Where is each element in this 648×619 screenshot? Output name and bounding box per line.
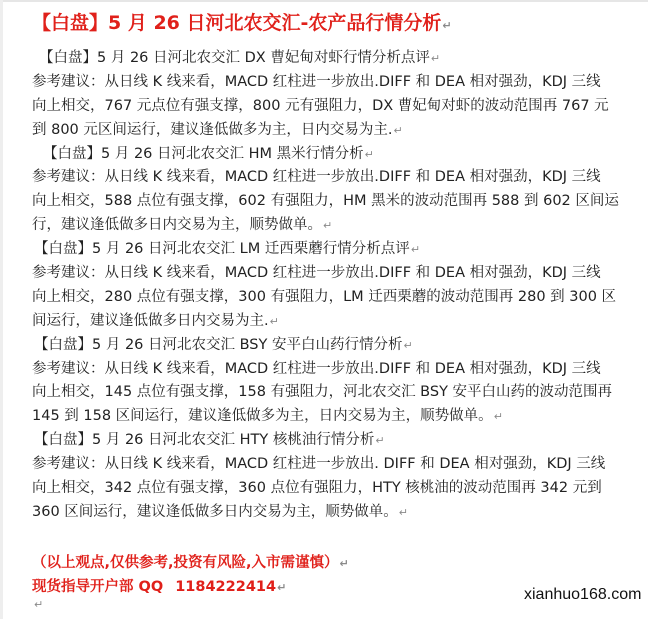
section-heading-hty: 【白盘】5 月 26 日河北农交汇 HTY 核桃油行情分析↵ xyxy=(34,432,385,449)
section-line: 向上相交，767 元点位有强支撑，800 元有强阻力，DX 曹妃甸对虾的波动范围再 767 元 xyxy=(32,97,609,114)
page-top-edge xyxy=(0,0,648,2)
section-line: 向上相交，145 点位有强支撑，158 有强阻力，河北农交汇 BSY 安平白山药的波动范围再 xyxy=(32,384,613,401)
site-watermark: xianhuo168.com xyxy=(524,586,642,603)
paragraph-mark: ↵ xyxy=(277,581,287,594)
section-line: 行，建议逢低做多日内交易为主，顺势做单。↵ xyxy=(32,217,333,234)
analysis-content xyxy=(32,47,632,525)
section-heading-lm: 【白盘】5 月 26 日河北农交汇 LM 迁西栗蘑行情分析点评↵ xyxy=(34,241,421,258)
contact-line xyxy=(32,576,286,599)
paragraph-mark: ↵ xyxy=(339,557,349,570)
paragraph-mark: ↵ xyxy=(269,314,279,328)
page-left-edge xyxy=(0,0,3,619)
section-line: 间运行，建议逢低做多日内交易为主.↵ xyxy=(32,312,279,329)
paragraph-mark: ↵ xyxy=(34,598,44,611)
section-line: 参考建议：从日线 K 线来看，MACD 红柱进一步放出. DIFF 和 DEA 相对强劲，KDJ 三线 xyxy=(32,456,606,473)
section-line: 到 800 元区间运行，建议逢低做多为主，日内交易为主.↵ xyxy=(32,121,403,138)
paragraph-mark: ↵ xyxy=(323,219,333,233)
section-line: 向上相交，342 点位有强支撑，360 点位有强阻力，HTY 核桃油的波动范围再 342 元到 xyxy=(32,480,602,497)
paragraph-mark: ↵ xyxy=(442,19,452,32)
risk-disclaimer: （以上观点,仅供参考,投资有风险,入市需谨慎）↵ xyxy=(32,555,349,571)
paragraph-mark: ↵ xyxy=(430,52,441,65)
section-line: 360 区间运行，建议逢低做多日内交易为主，顺势做单。↵ xyxy=(32,503,409,520)
contact-qq-number: 1184222414 xyxy=(175,579,277,595)
section-heading-bsy: 【白盘】5 月 26 日河北农交汇 BSY 安平白山药行情分析↵ xyxy=(34,336,413,353)
section-line: 145 到 158 区间运行，建议逢低做多为主，日内交易为主，顺势做单。↵ xyxy=(32,408,503,425)
section-line: 参考建议：从日线 K 线来看，MACD 红柱进一步放出.DIFF 和 DEA 相对强劲，KDJ 三线 xyxy=(32,360,601,377)
document-title-text: 【白盘】5 月 26 日河北农交汇-农产品行情分析 xyxy=(32,12,442,34)
section-line: 向上相交，588 点位有强支撑，602 有强阻力，HM 黑米的波动范围再 588 到 602 区间运 xyxy=(32,193,619,210)
paragraph-mark: ↵ xyxy=(493,410,503,424)
paragraph-mark: ↵ xyxy=(375,434,385,448)
section-line: 向上相交，280 点位有强支撑，300 有强阻力，LM 迁西栗蘑的波动范围再 280 到 300 区 xyxy=(32,288,617,305)
document-title xyxy=(32,10,642,39)
paragraph-mark: ↵ xyxy=(393,123,403,137)
section-line: 参考建议：从日线 K 线来看，MACD 红柱进一步放出.DIFF 和 DEA 相对强劲，KDJ 三线 xyxy=(32,73,601,90)
section-line: 参考建议：从日线 K 线来看，MACD 红柱进一步放出.DIFF 和 DEA 相对强劲，KDJ 三线 xyxy=(32,265,601,282)
paragraph-mark: ↵ xyxy=(398,505,409,519)
paragraph-mark: ↵ xyxy=(410,243,421,257)
section-heading-dx: 【白盘】5 月 26 日河北农交汇 DX 曹妃甸对虾行情分析点评↵ xyxy=(39,50,441,66)
paragraph-mark: ↵ xyxy=(364,147,374,161)
contact-label: 现货指导开户部 QQ xyxy=(32,579,164,595)
paragraph-mark: ↵ xyxy=(403,338,413,352)
section-line: 参考建议：从日线 K 线来看，MACD 红柱进一步放出.DIFF 和 DEA 相对强劲，KDJ 三线 xyxy=(32,169,601,186)
section-heading-hm: 【白盘】5 月 26 日河北农交汇 HM 黑米行情分析↵ xyxy=(43,145,374,162)
